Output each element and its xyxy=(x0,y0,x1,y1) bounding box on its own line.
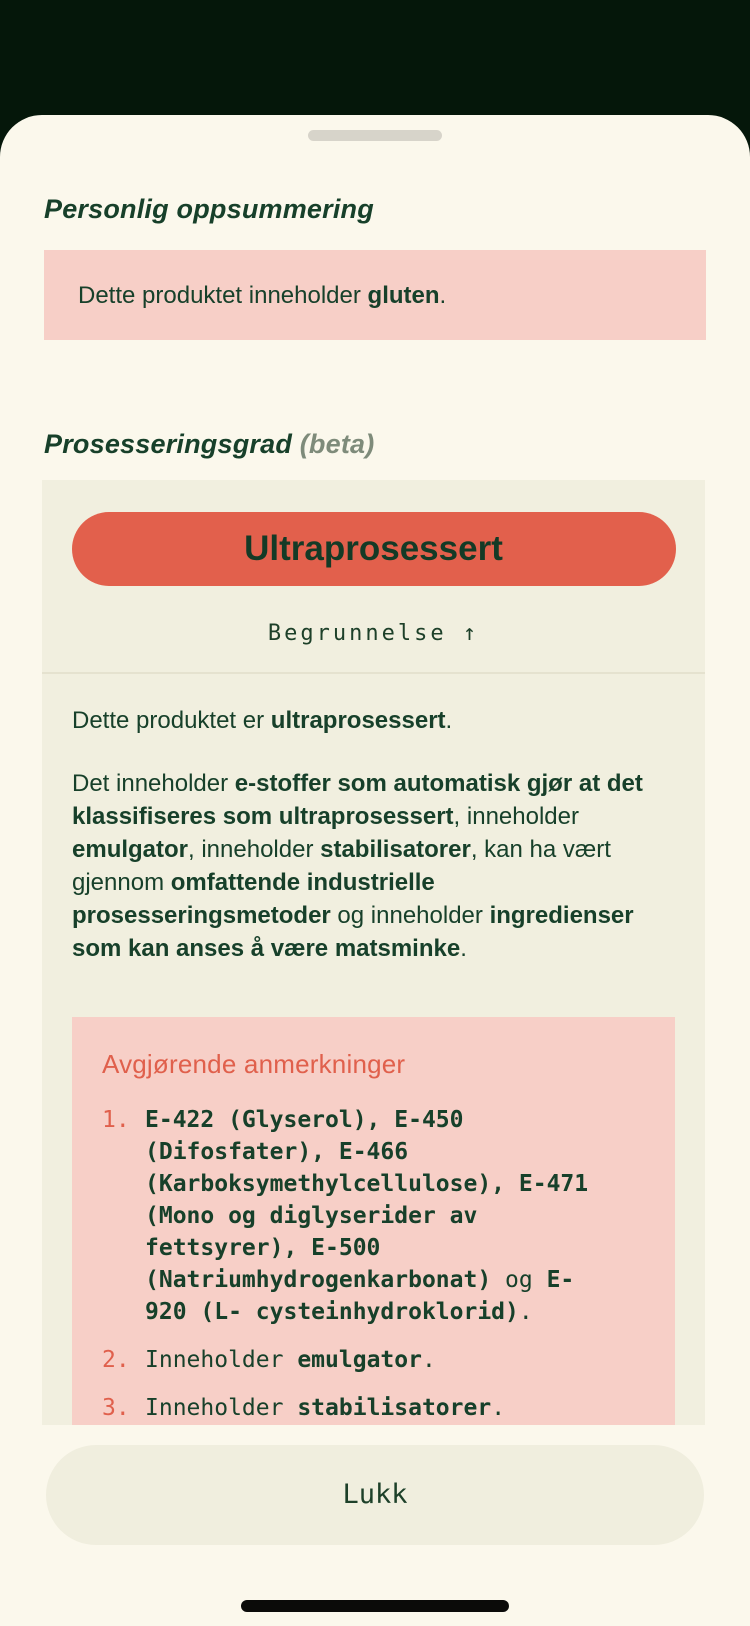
processing-grade-title-text: Prosesseringsgrad xyxy=(44,429,293,459)
grade-explanation-paragraph: Det inneholder e-stoffer som automatisk gjør at det klassifiseres som ultraprosessert, inneholder emulgator, inneholder stabilisatorer, kan ha vært gjennom omfattende industrielle prosesseringsmetoder og inneholder ingredienser som kan anses å være matsminke. xyxy=(72,770,643,962)
list-item-text: E-422 (Glyserol), E-450 (Difosfater), E-466 (Karboksymethylcellulose), E-471 (Mono og diglyserider av fettsyrer), E-500 (Natriumhydrogenkarbonat) og E-920 (L- cysteinhydroklorid). xyxy=(145,1107,589,1325)
grade-badge-ultraprocessed: Ultraprosessert xyxy=(72,512,676,586)
processing-grade-title xyxy=(44,428,706,460)
backdrop-dim-overlay[interactable] xyxy=(0,0,750,120)
grade-summary-paragraph: Dette produktet er ultraprosessert. xyxy=(72,707,453,734)
drag-handle[interactable] xyxy=(308,130,442,141)
gluten-alert-box xyxy=(44,250,706,340)
decisive-notes-list xyxy=(102,1104,645,1424)
list-item-number: 1. xyxy=(102,1107,130,1133)
list-item xyxy=(102,1392,590,1424)
decisive-notes-title: Avgjørende anmerkninger xyxy=(102,1049,406,1079)
list-item-text: Inneholder emulgator. xyxy=(145,1347,436,1373)
bottom-sheet xyxy=(0,115,750,1626)
personal-summary-title: Personlig oppsummering xyxy=(44,194,374,224)
beta-badge: (beta) xyxy=(299,429,375,459)
reason-toggle-link[interactable]: Begrunnelse ↑ xyxy=(267,621,480,646)
list-item xyxy=(102,1344,590,1376)
home-indicator-bar[interactable] xyxy=(241,1600,509,1612)
card-divider xyxy=(42,672,705,674)
list-item xyxy=(102,1104,590,1328)
processing-grade-card xyxy=(42,480,705,1425)
sheet-footer xyxy=(0,1425,750,1626)
list-item-number: 2. xyxy=(102,1347,130,1373)
close-button[interactable]: Lukk xyxy=(46,1445,704,1545)
list-item-number: 3. xyxy=(102,1395,130,1421)
decisive-notes-box xyxy=(72,1017,675,1425)
list-item-text: Inneholder stabilisatorer. xyxy=(145,1395,506,1421)
gluten-alert-text: Dette produktet inneholder gluten. xyxy=(78,281,447,309)
